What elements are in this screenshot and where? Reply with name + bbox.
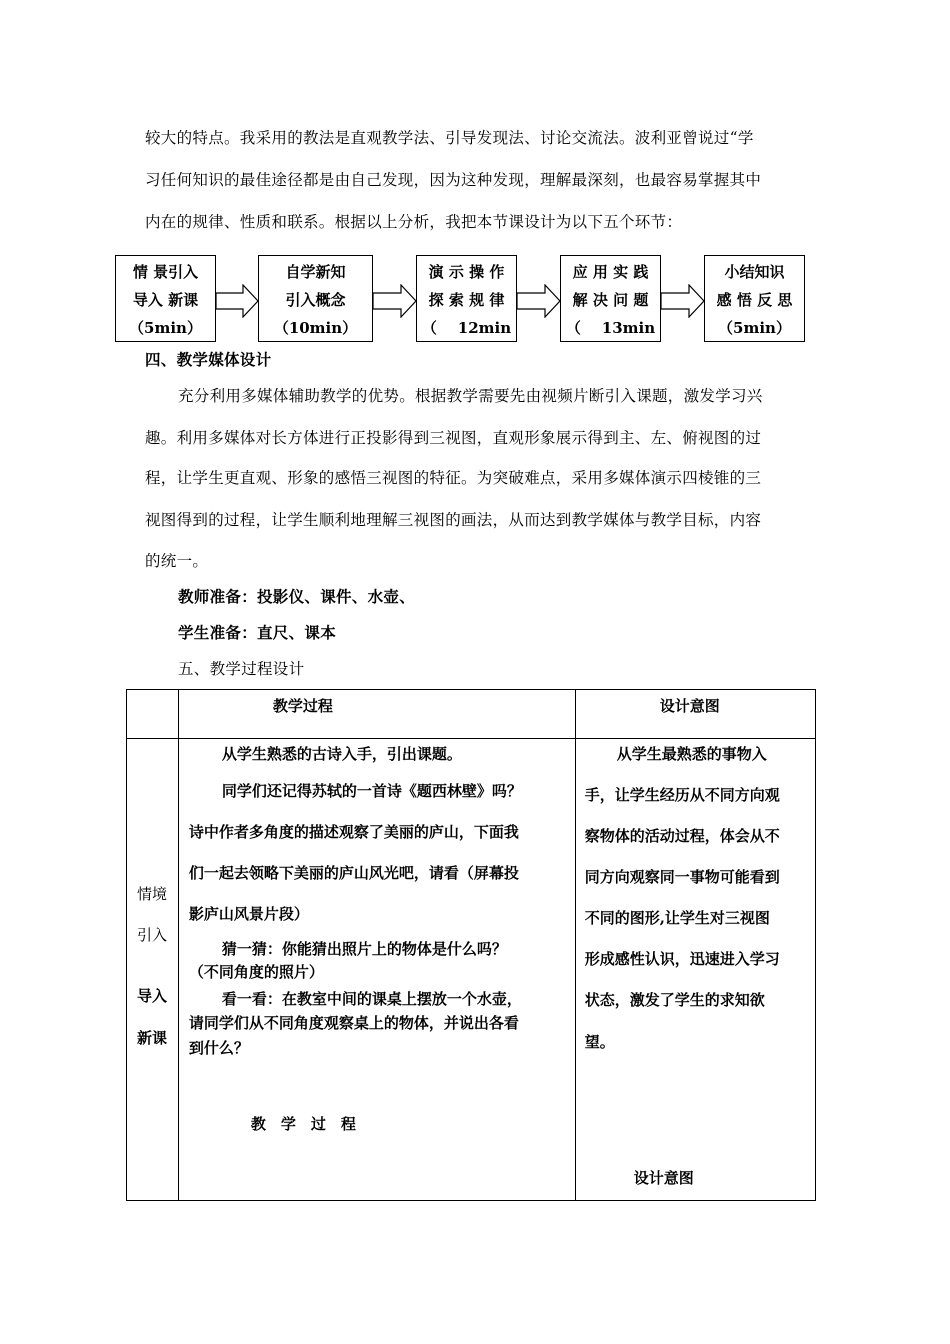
header-intent-cell	[575, 690, 815, 739]
flow-step-5	[704, 255, 805, 342]
intent-line-5: 不同的图形,让学生对三视图	[584, 909, 770, 927]
process-table	[126, 689, 816, 1201]
intent-line-2: 手，让学生经历从不同方向观	[584, 786, 780, 804]
intent-line-4: 同方向观察同一事物可能看到	[584, 868, 780, 886]
intro-line-2: 习任何知识的最佳途径都是由自己发现，因为这种发现，理解最深刻，也最容易掌握其中	[145, 171, 762, 189]
flow-step-4	[560, 255, 661, 342]
intent-footer: 设计意图	[633, 1169, 694, 1187]
process-cell	[178, 739, 575, 1201]
process-footer: 教 学 过 程	[250, 1115, 356, 1133]
flow-step-5-line3: （5min）	[718, 319, 791, 337]
flow-arrow-1	[216, 284, 259, 318]
process-line-1: 从学生熟悉的古诗入手，引出课题。	[221, 745, 462, 763]
intent-cell	[575, 739, 815, 1201]
header-intent: 设计意图	[659, 697, 720, 715]
flow-step-2-line2: 引入概念	[285, 291, 346, 309]
process-line-2: 同学们还记得苏轼的一首诗《题西林壁》吗？	[221, 782, 522, 800]
flow-step-2-line3: （10min）	[273, 319, 358, 337]
section4-line-5: 的统一。	[145, 552, 209, 570]
flow-step-4-line3: （ 13min	[565, 319, 656, 337]
intent-line-1: 从学生最熟悉的事物入	[616, 745, 767, 763]
flow-step-3-line1: 演 示 操 作	[428, 263, 505, 281]
section5-heading: 五、教学过程设计	[178, 660, 305, 678]
header-blank-cell	[127, 690, 179, 739]
intent-line-6: 形成感性认识，迅速进入学习	[584, 950, 780, 968]
process-line-6: 猜一猜：你能猜出照片上的物体是什么吗？	[221, 940, 507, 958]
table-header-row	[127, 690, 816, 739]
flow-step-3-line2: 探 索 规 律	[428, 291, 505, 309]
flow-arrow-3	[517, 284, 561, 318]
flow-step-2	[258, 255, 373, 342]
row-label-4: 新课	[137, 1029, 168, 1047]
row-label-cell	[127, 739, 179, 1201]
intent-line-3: 察物体的活动过程，体会从不	[584, 827, 780, 845]
flow-arrow-4	[661, 284, 705, 318]
process-line-7: （不同角度的照片）	[188, 963, 324, 981]
intent-line-7: 状态，激发了学生的求知欲	[584, 991, 765, 1009]
flow-step-2-line1: 自学新知	[285, 263, 346, 281]
flow-step-4-line2: 解 决 问 题	[572, 291, 649, 309]
teacher-prep: 教师准备：投影仪、课件、水壶、	[178, 587, 416, 606]
flow-step-1-line3: （5min）	[129, 319, 202, 337]
flow-step-3	[416, 255, 517, 342]
process-line-5: 影庐山风景片段）	[188, 905, 309, 923]
flow-step-4-line1: 应 用 实 践	[572, 263, 649, 281]
intro-line-3: 内在的规律、性质和联系。根据以上分析，我把本节课设计为以下五个环节：	[145, 213, 683, 231]
section4-heading: 四、教学媒体设计	[145, 350, 272, 369]
process-line-4: 们一起去领略下美丽的庐山风光吧，请看（屏幕投	[188, 864, 519, 882]
table-row	[127, 739, 816, 1201]
process-line-10: 到什么？	[188, 1039, 249, 1057]
row-label-3: 导入	[137, 987, 168, 1005]
flow-step-1	[115, 255, 216, 342]
student-prep: 学生准备：直尺、课本	[178, 623, 337, 642]
flow-step-1-line1: 情 景引入	[132, 263, 199, 281]
flow-step-1-line2: 导入 新课	[132, 291, 199, 309]
section4-line-4: 视图得到的过程，让学生顺利地理解三视图的画法，从而达到教学媒体与教学目标，内容	[145, 511, 762, 529]
process-line-3: 诗中作者多角度的描述观察了美丽的庐山，下面我	[188, 823, 519, 841]
header-process-cell	[178, 690, 575, 739]
process-line-9: 请同学们从不同角度观察桌上的物体，并说出各看	[188, 1014, 519, 1032]
row-label-2: 引入	[137, 926, 168, 944]
row-label-1: 情境	[137, 885, 168, 903]
intro-line-1: 较大的特点。我采用的教法是直观教学法、引导发现法、讨论交流法。波利亚曾说过“学	[145, 129, 754, 147]
section4-line-3: 程，让学生更直观、形象的感悟三视图的特征。为突破难点，采用多媒体演示四棱锥的三	[145, 469, 762, 487]
flow-step-3-line3: （ 12min	[421, 319, 512, 337]
process-line-8: 看一看：在教室中间的课桌上摆放一个水壶，	[221, 990, 522, 1008]
header-process: 教学过程	[272, 697, 333, 715]
flow-step-5-line2: 感 悟 反 思	[716, 291, 793, 309]
intent-line-8: 望。	[584, 1033, 615, 1051]
section4-line-2: 趣。利用多媒体对长方体进行正投影得到三视图，直观形象展示得到主、左、俯视图的过	[145, 429, 762, 447]
flow-step-5-line1: 小结知识	[724, 263, 785, 281]
section4-line-1: 充分利用多媒体辅助教学的优势。根据教学需要先由视频片断引入课题，激发学习兴	[178, 387, 763, 405]
flow-arrow-2	[373, 284, 417, 318]
